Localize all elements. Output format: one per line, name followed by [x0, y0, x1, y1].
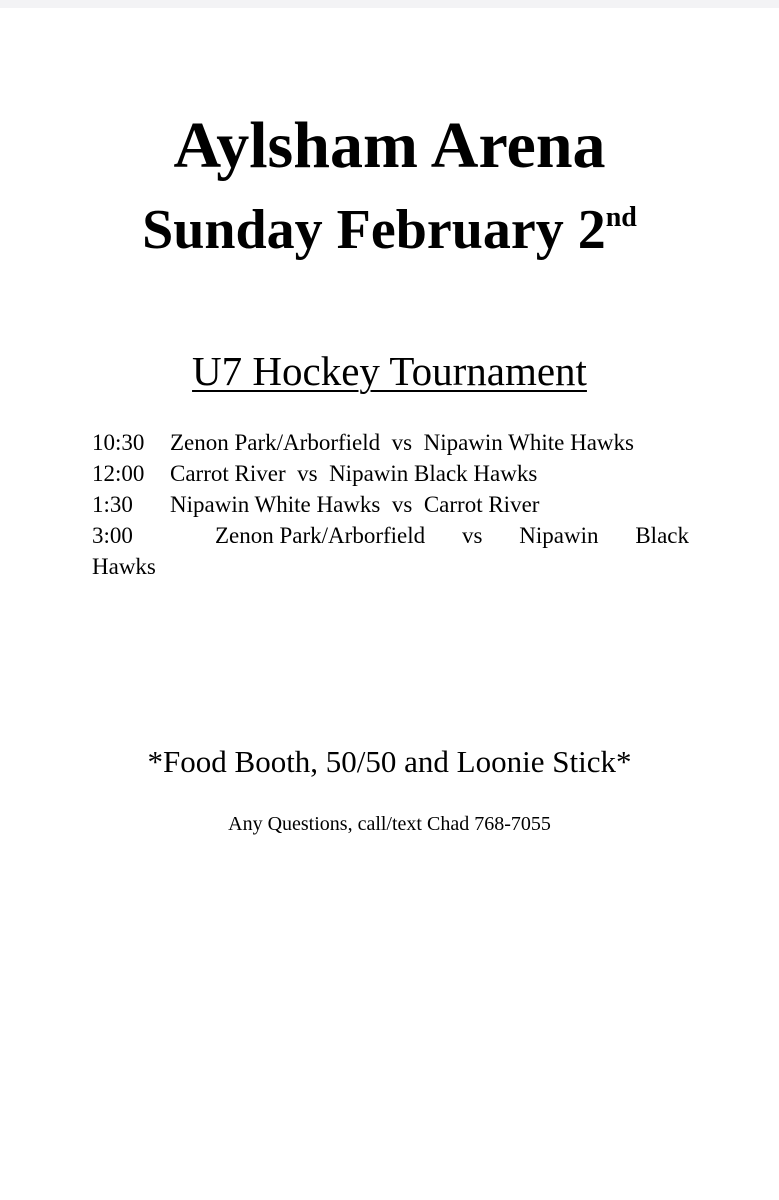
poster-page	[0, 8, 779, 1200]
away-team-continued: Hawks	[92, 554, 156, 579]
game-row	[92, 458, 689, 489]
home-team: Nipawin White Hawks	[170, 492, 381, 517]
game-row-line	[92, 520, 689, 551]
versus-label: vs	[391, 430, 413, 455]
away-team-first-word: Nipawin	[519, 523, 599, 548]
versus-label: vs	[391, 492, 413, 517]
tournament-heading: U7 Hockey Tournament	[192, 348, 587, 394]
poster-title: Aylsham Arena	[173, 109, 606, 182]
event-date	[0, 198, 779, 272]
versus-label: vs	[461, 523, 483, 548]
extras-line: *Food Booth, 50/50 and Loonie Stick*	[147, 744, 632, 779]
home-team: Zenon Park/Arborfield	[215, 523, 426, 548]
game-time: 3:00	[92, 523, 133, 548]
game-row-teams	[215, 520, 689, 551]
versus-label: vs	[297, 461, 318, 486]
game-schedule	[92, 427, 689, 582]
away-team: Nipawin Black Hawks	[329, 461, 538, 486]
away-team-second-word: Black	[635, 523, 689, 548]
event-date-text: Sunday February 2	[142, 199, 606, 261]
game-time: 10:30	[92, 430, 145, 455]
event-date-suffix: nd	[605, 202, 637, 233]
game-row	[92, 489, 689, 520]
home-team: Zenon Park/Arborfield	[170, 430, 381, 455]
game-row	[92, 427, 689, 458]
game-row	[92, 520, 689, 582]
game-time: 1:30	[92, 492, 133, 517]
game-time: 12:00	[92, 461, 145, 486]
home-team: Carrot River	[170, 461, 286, 486]
contact-line: Any Questions, call/text Chad 768-7055	[228, 813, 551, 835]
away-team: Carrot River	[423, 492, 540, 517]
away-team: Nipawin White Hawks	[423, 430, 634, 455]
